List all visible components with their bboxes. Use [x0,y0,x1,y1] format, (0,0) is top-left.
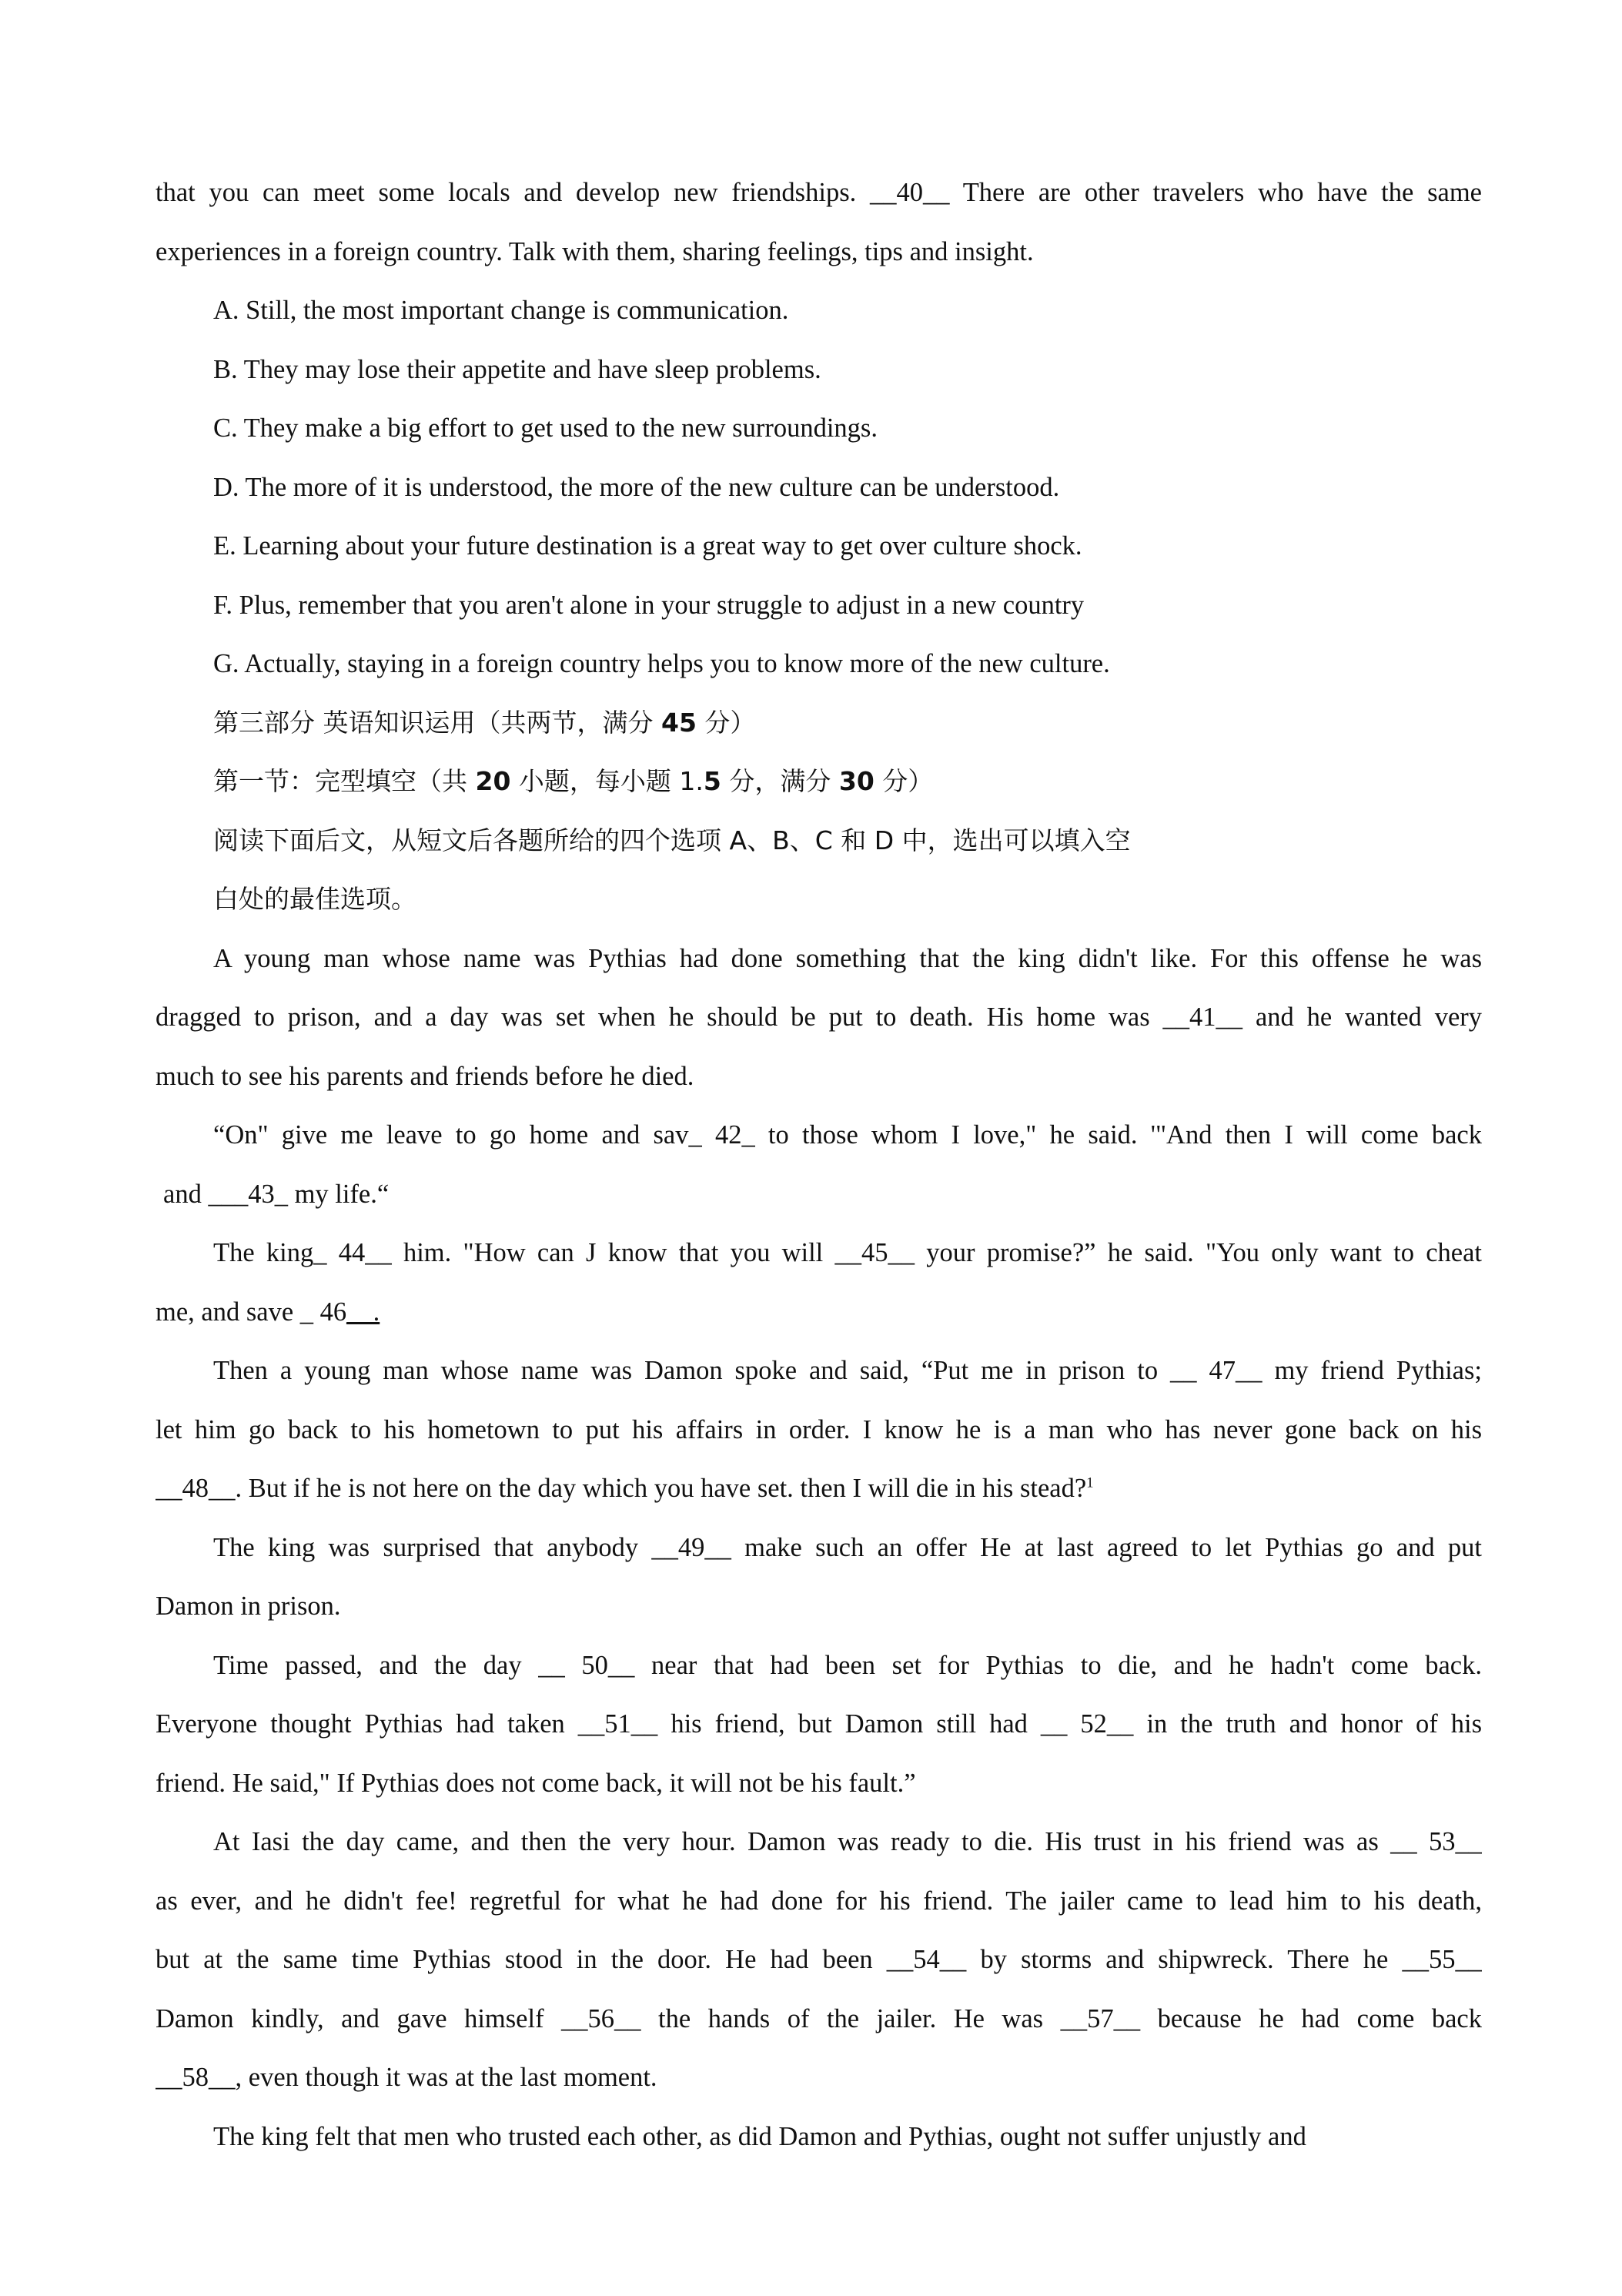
story-line: A young man whose name was Pythias had done something that the king didn't like. For this offense he was [213,943,1482,973]
story-line: Time passed, and the day __ 50__ near that had been set for Pythias to die, and he hadn't come back. [213,1650,1482,1680]
story-line: let him go back to his hometown to put his affairs in order. I know he is a man who has never gone back on his [156,1414,1482,1444]
option-b [156,340,1482,400]
section-heading: 第一节：完型填空（共 20 小题，每小题 1.5 分，满分 30 分） [213,766,934,796]
story-line: Then a young man whose name was Damon spoke and said, “Put me in prison to __ 47__ my friend Pythias; [213,1356,1482,1385]
passage-text: that you can meet some locals and develop new friendships. __40__ There are other travelers who have the same [156,178,1482,207]
option-text: C. They make a big effort to get used to the new surroundings. [213,413,878,443]
passage-line [156,223,1482,282]
story-line: Damon kindly, and gave himself __56__ the hands of the jailer. He was __57__ because he had come back [156,2003,1482,2033]
option-d [156,458,1482,517]
story-line: but at the same time Pythias stood in the door. He had been __54__ by storms and shipwreck. There he __55__ [156,1945,1482,1974]
passage-line [156,163,1482,223]
story-line: as ever, and he didn't fee! regretful for what he had done for his friend. The jailer came to lead him to his death, [156,1886,1482,1916]
story-line: __58__, even though it was at the last moment. [156,2063,657,2092]
option-text: E. Learning about your future destination is a great way to get over culture shock. [213,531,1082,561]
story-line: me, and save _ 46__. [156,1297,380,1327]
story-line: dragged to prison, and a day was set when he should be put to death. His home was __41__ and he wanted very [156,1002,1482,1032]
story-line: Everyone thought Pythias had taken __51__ his friend, but Damon still had __ 52__ in the truth and honor of his [156,1709,1482,1739]
footnote-mark: 1 [1086,1474,1094,1491]
option-text: D. The more of it is understood, the more of the new culture can be understood. [213,472,1060,502]
part-heading: 第三部分 英语知识运用（共两节，满分 45 分） [213,707,756,738]
story-line: The king felt that men who trusted each other, as did Damon and Pythias, ought not suffer unjustly and [213,2121,1306,2151]
instruction-line: 白处的最佳选项。 [213,884,416,914]
story-line: Damon in prison. [156,1591,341,1621]
story-line: much to see his parents and friends before he died. [156,1061,694,1091]
story-line: __48__. But if he is not here on the day which you have set. then I will die in his stead?$^1$ [156,1474,1094,1503]
option-text: B. They may lose their appetite and have sleep problems. [213,354,821,384]
story-line: The king was surprised that anybody __49__ make such an offer He at last agreed to let Pythias go and put [213,1532,1482,1562]
story-line: and ___43_ my life.“ [163,1179,390,1209]
option-f [156,576,1482,635]
option-text: G. Actually, staying in a foreign country helps you to know more of the new culture. [213,649,1110,678]
option-text: F. Plus, remember that you aren't alone in your struggle to adjust in a new country [213,590,1085,620]
option-a [156,281,1482,340]
instruction-line: 阅读下面后文，从短文后各题所给的四个选项 A、B、C 和 D 中，选出可以填入空 [213,825,1131,855]
story-line: friend. He said," If Pythias does not come back, it will not be his fault.” [156,1768,916,1798]
option-e [156,517,1482,576]
story-line: The king_ 44__ him. "How can J know that you will __45__ your promise?” he said. "You only want to cheat [213,1238,1482,1267]
option-text: A. Still, the most important change is communication. [213,296,789,325]
passage-text: experiences in a foreign country. Talk with them, sharing feelings, tips and insight. [156,236,1034,266]
story-line: At Iasi the day came, and then the very hour. Damon was ready to die. His trust in his friend was as __ 53__ [213,1827,1482,1856]
option-g [156,634,1482,694]
story-line: “On" give me leave to go home and sav_ 42_ to those whom I love," he said. '"And then I will come back [213,1120,1482,1150]
option-c [156,399,1482,458]
